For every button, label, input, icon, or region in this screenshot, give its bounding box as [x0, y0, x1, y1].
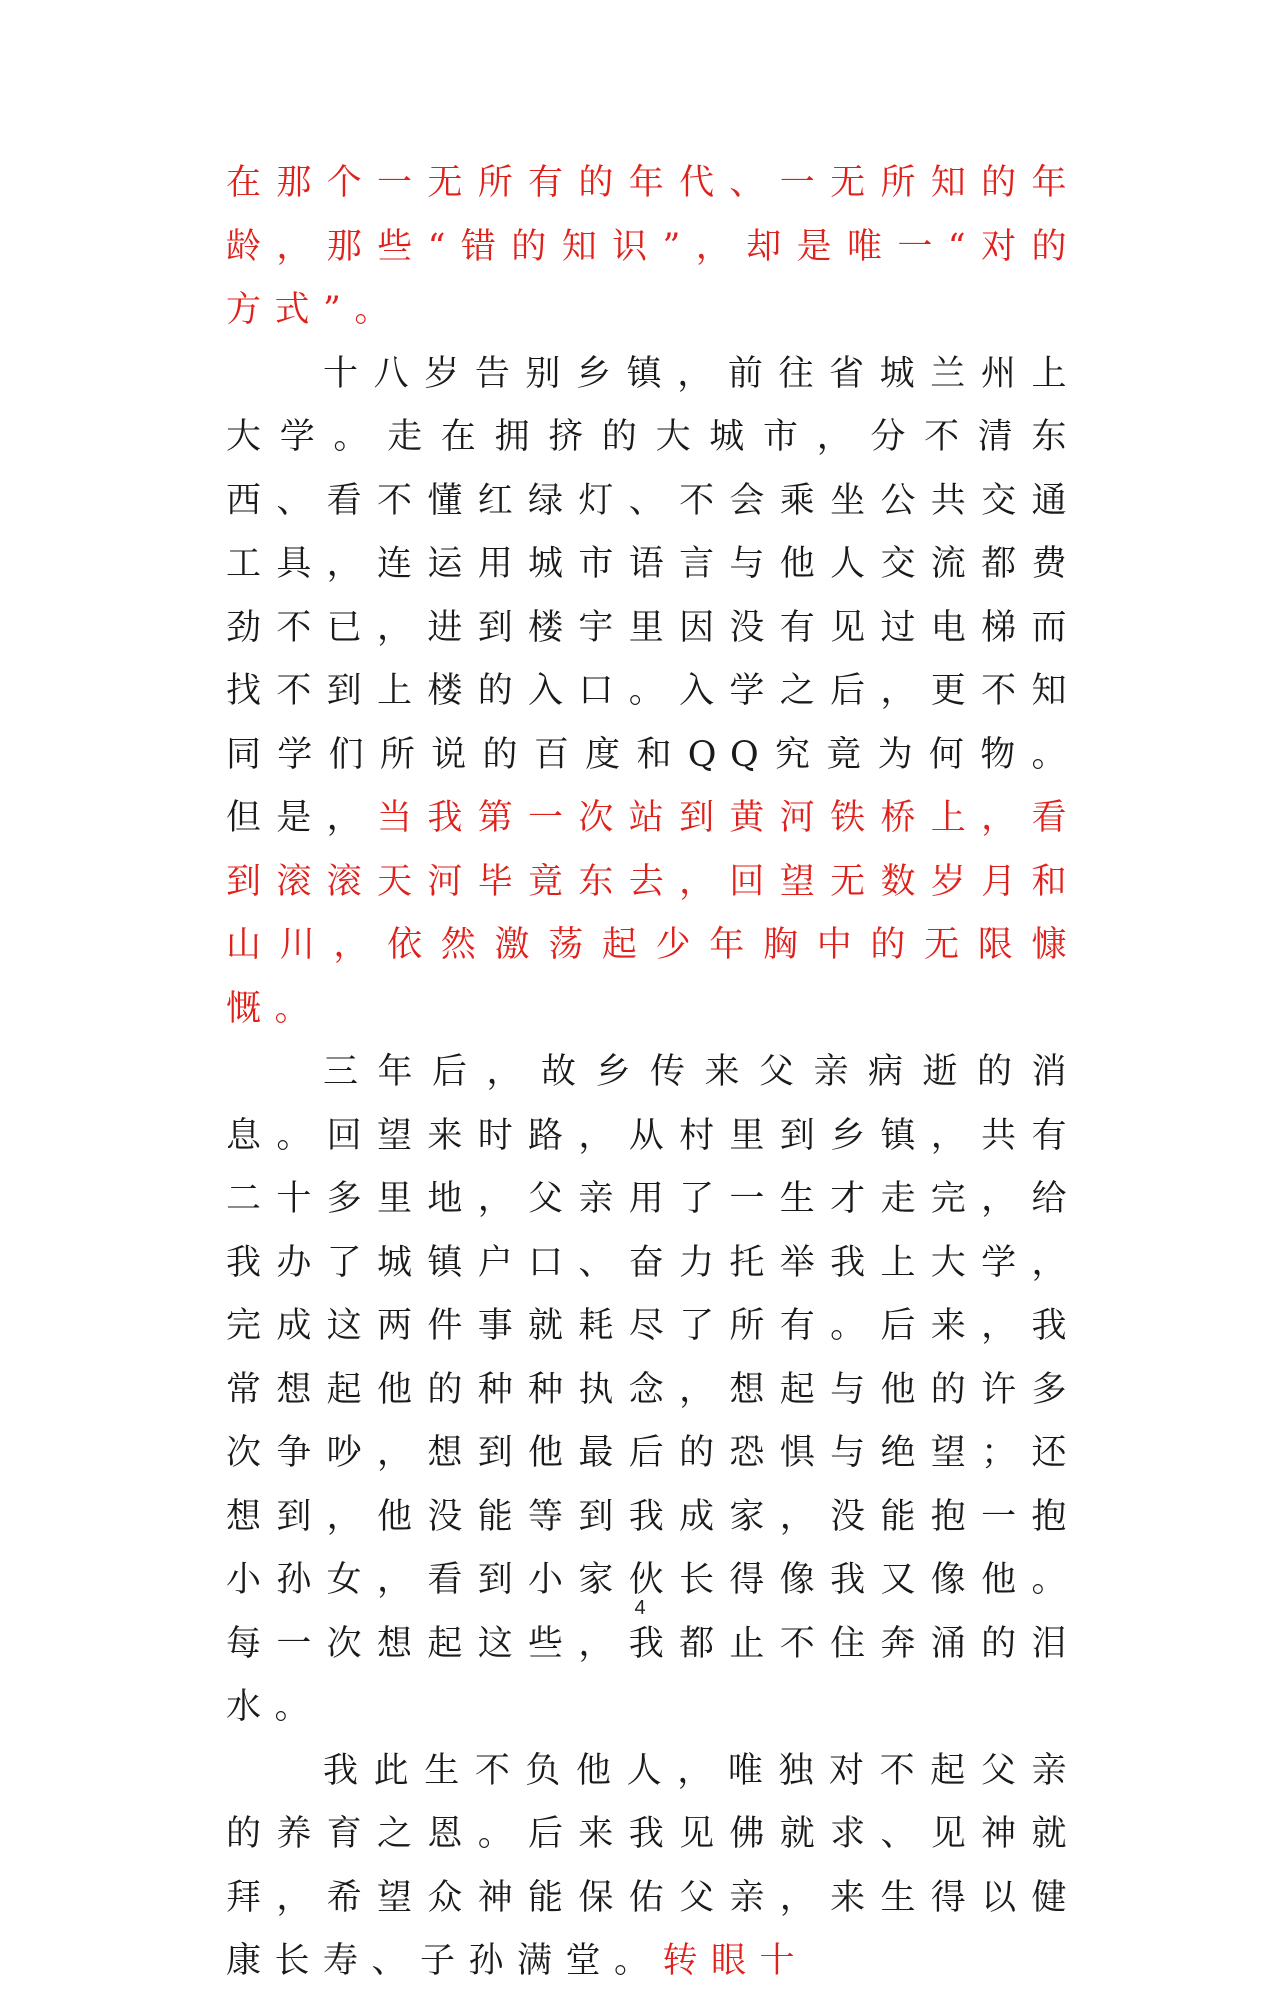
highlighted-text: 转眼十 [662, 1941, 809, 1981]
paragraph-1 [226, 152, 1080, 343]
highlighted-text: 当我第一次站到黄河铁桥上，看到滚滚天河毕竟东去，回望无数岁月和山川，依然激荡起少年胸中的无限慷慨。 [226, 798, 1080, 1029]
paragraph-4 [226, 1740, 1080, 1994]
body-text: 我此生不负他人，唯独对不起父亲的养育之恩。后来我见佛就求、见神就拜，希望众神能保佑父亲，来生得以健康长寿、子孙满堂。 [226, 1750, 1080, 1981]
paragraph-2 [226, 343, 1080, 1042]
paragraph-3 [226, 1041, 1080, 1740]
highlighted-text: 在那个一无所有的年代、一无所知的年龄，那些“错的知识”，却是唯一“对的方式”。 [226, 163, 1080, 330]
document-body [226, 152, 1080, 1994]
body-text: 十八岁告别乡镇，前往省城兰州上大学。走在拥挤的大城市，分不清东西、看不懂红绿灯、不会乘坐公共交通工具，连运用城市语言与他人交流都费劲不已，进到楼宇里因没有见过电梯而找不到上楼的入口。入学之后，更不知同学们所说的百度和QQ究竟为何物。但是， [226, 353, 1080, 838]
body-text: 三年后，故乡传来父亲病逝的消息。回望来时路，从村里到乡镇，共有二十多里地，父亲用了一生才走完，给我办了城镇户口、奋力托举我上大学，完成这两件事就耗尽了所有。后来，我常想起他的种种执念，想起与他的许多次争吵，想到他最后的恐惧与绝望；还想到，他没能等到我成家，没能抱一抱小孙女，看到小家伙长得像我又像他。每一次想起这些，我都止不住奔涌的泪水。 [226, 1052, 1080, 1727]
page-number: 4 [634, 1597, 646, 1619]
